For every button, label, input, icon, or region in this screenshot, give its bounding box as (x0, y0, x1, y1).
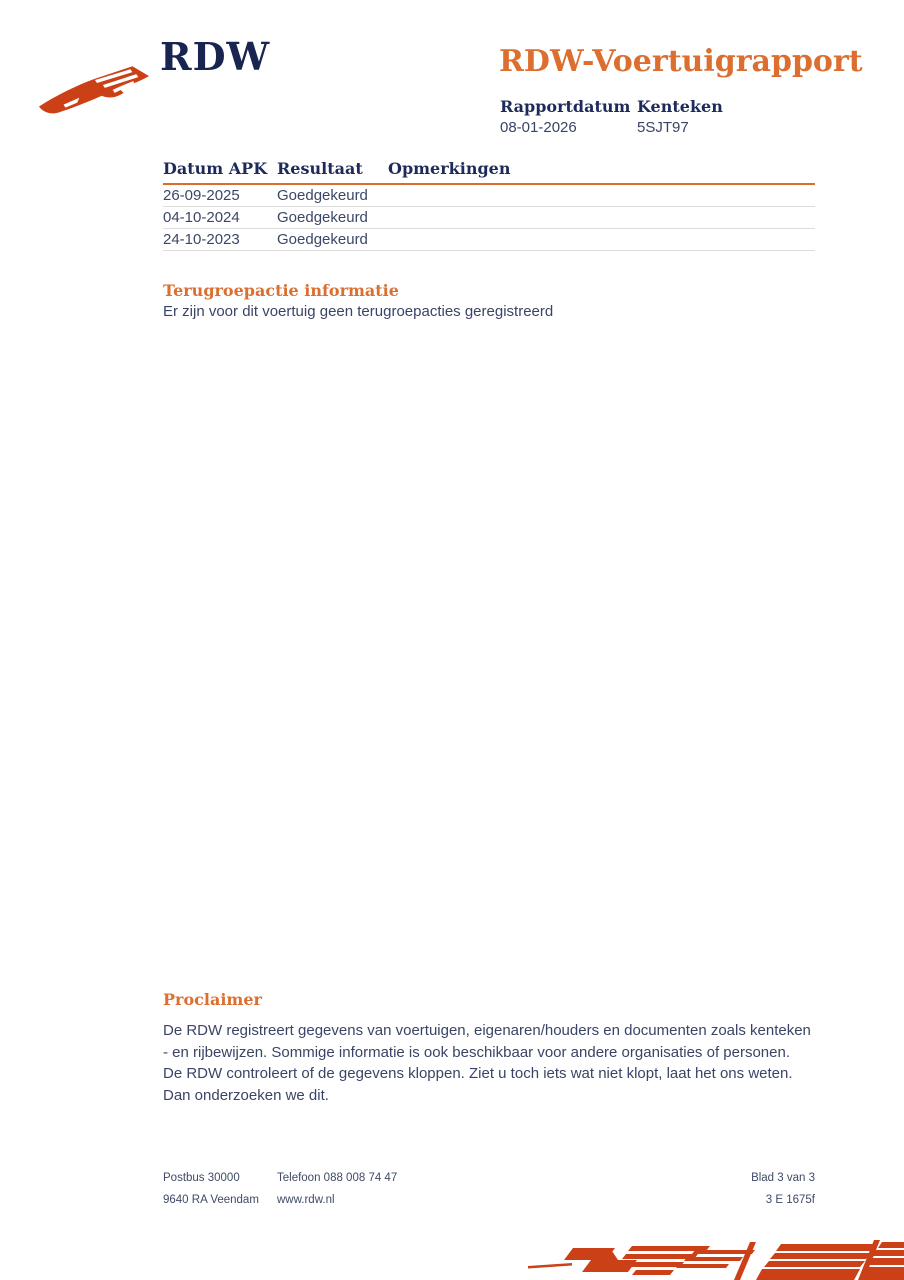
cell-resultaat: Goedgekeurd (277, 187, 368, 204)
apk-history-table (163, 159, 815, 251)
footer-page-indicator: Blad 3 van 3 (751, 1172, 815, 1184)
footer-address-line2: 9640 RA Veendam (163, 1194, 259, 1206)
license-plate-value: 5SJT97 (637, 119, 689, 136)
footer-phone: Telefoon 088 008 74 47 (277, 1172, 398, 1184)
report-date-label: Rapportdatum (500, 97, 631, 116)
column-header-resultaat: Resultaat (277, 159, 363, 178)
recall-section-body: Er zijn voor dit voertuig geen terugroepacties geregistreerd (163, 303, 554, 320)
proclaimer-body: De RDW registreert gegevens van voertuigen, eigenaren/houders en documenten zoals kenteken - en rijbewijzen. Sommige informatie is ook beschikbaar voor andere organisaties of personen. De RDW controleert of de gegevens kloppen. Ziet u toch iets wat niet klopt, laat het ons weten. Dan onderzoeken we dit. (163, 1022, 811, 1104)
recall-section-heading: Terugroepactie informatie (163, 281, 399, 300)
report-date-value: 08-01-2026 (500, 119, 577, 136)
proclaimer-heading: Proclaimer (163, 990, 262, 1009)
apk-table-header-row (163, 159, 815, 185)
table-row (163, 229, 815, 251)
license-plate-label: Kenteken (637, 97, 723, 116)
page-title: RDW-Voertuigrapport (499, 44, 863, 79)
cell-resultaat: Goedgekeurd (277, 231, 368, 248)
rdw-wordmark: RDW (160, 34, 271, 79)
cell-datum: 04-10-2024 (163, 209, 240, 226)
rdw-feather-icon (36, 50, 154, 116)
cell-resultaat: Goedgekeurd (277, 209, 368, 226)
footer-website: www.rdw.nl (277, 1194, 335, 1206)
table-row (163, 207, 815, 229)
footer-doc-code: 3 E 1675f (765, 1194, 815, 1206)
cell-datum: 26-09-2025 (163, 187, 240, 204)
table-row (163, 185, 815, 207)
footer-address-line1: Postbus 30000 (163, 1172, 240, 1184)
column-header-datum-apk: Datum APK (163, 159, 268, 178)
column-header-opmerkingen: Opmerkingen (388, 159, 511, 178)
cell-datum: 24-10-2023 (163, 231, 240, 248)
speed-stripes-icon (524, 1236, 904, 1280)
